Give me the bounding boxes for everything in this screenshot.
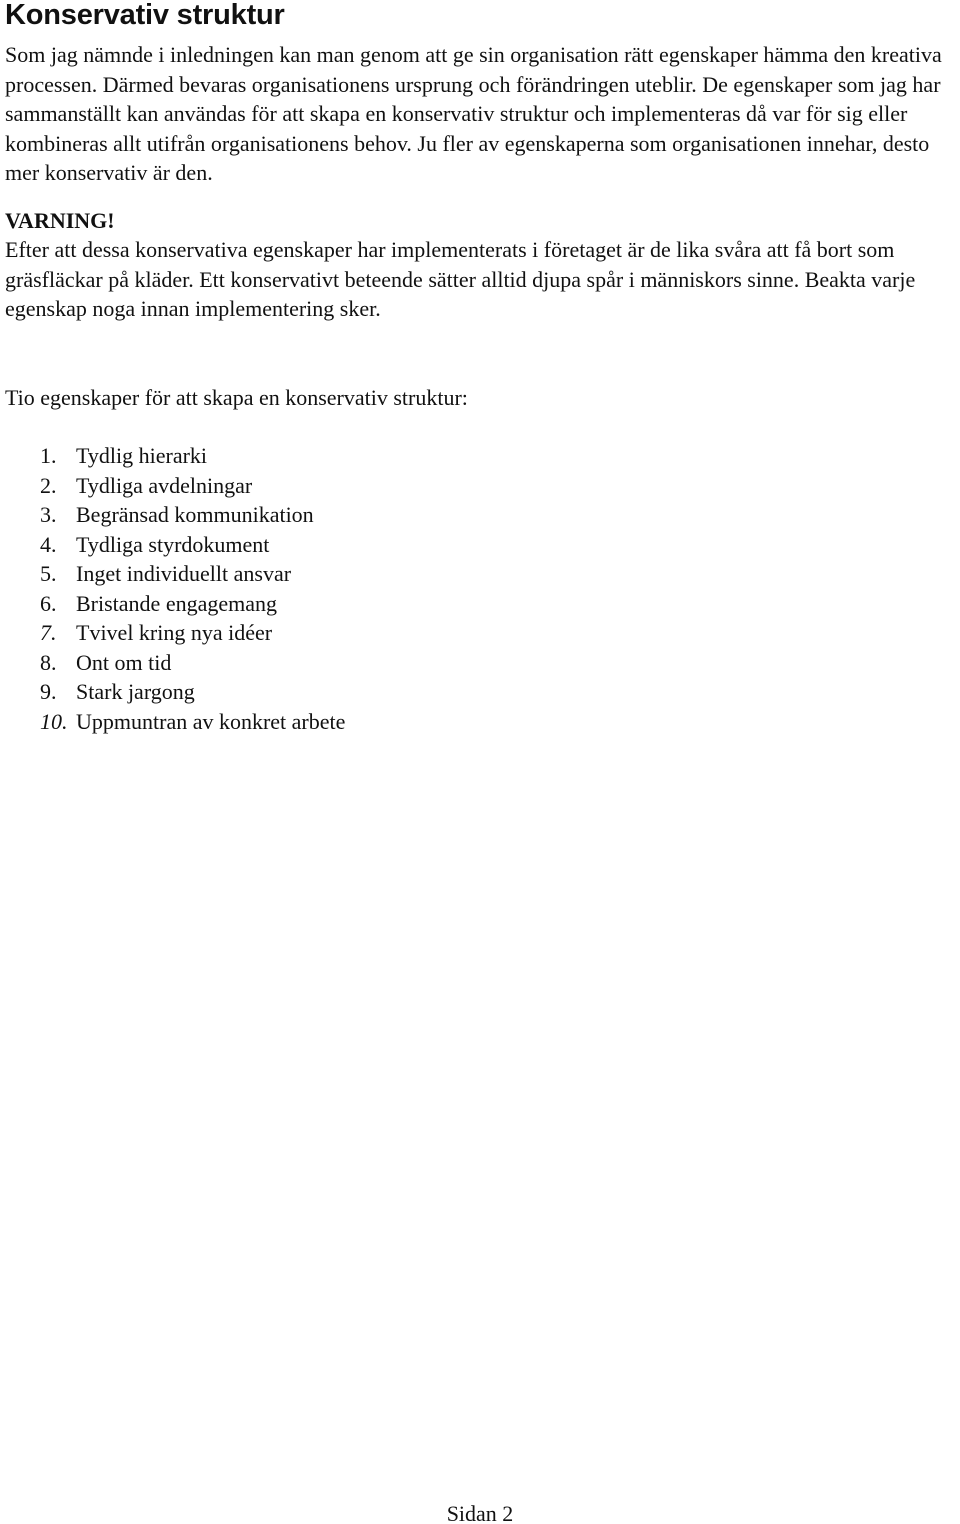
list-item-text: Tydliga styrdokument xyxy=(76,531,270,557)
list-item-number: 3. xyxy=(40,502,57,527)
list-item xyxy=(5,500,955,530)
list-item-number: 8. xyxy=(40,649,57,675)
list-item xyxy=(5,677,955,707)
list-item-text: Tvivel kring nya idéer xyxy=(76,620,273,645)
list-item-number: 6. xyxy=(40,590,57,616)
properties-list xyxy=(5,441,955,736)
list-item-number: 9. xyxy=(40,679,57,704)
list-intro: Tio egenskaper för att skapa en konservativ struktur: xyxy=(5,384,468,410)
list-item-number: 7. xyxy=(40,620,57,645)
list-item xyxy=(5,589,955,619)
list-item-text: Stark jargong xyxy=(76,679,195,704)
list-item xyxy=(5,707,955,737)
list-item xyxy=(5,471,955,501)
list-item-number: 2. xyxy=(40,472,57,498)
list-item-text: Tydliga avdelningar xyxy=(76,472,253,498)
list-item-text: Inget individuellt ansvar xyxy=(76,561,292,586)
list-item-number: 4. xyxy=(40,531,57,557)
page-footer: Sidan 2 xyxy=(446,1501,514,1524)
document-page xyxy=(5,0,955,736)
list-item-number: 5. xyxy=(40,561,57,586)
list-item xyxy=(5,618,955,648)
list-item-text: Ont om tid xyxy=(76,649,172,675)
list-item xyxy=(5,648,955,678)
warning-paragraph: Efter att dessa konservativa egenskaper har implementerats i företaget är de lika svåra att få bort som gräsfläckar på kläder. Ett konservativt beteende sätter alltid djupa spår i människors sinne. Beakta varje egenskap noga innan implementering sker. xyxy=(5,237,916,321)
page-title: Konservativ struktur xyxy=(5,0,285,31)
list-item-text: Uppmuntran av konkret arbete xyxy=(76,708,346,734)
list-item-text: Begränsad kommunikation xyxy=(76,502,314,527)
list-item-number: 10. xyxy=(40,708,68,734)
list-item-text: Bristande engagemang xyxy=(76,590,277,616)
list-item xyxy=(5,559,955,589)
warning-heading: VARNING! xyxy=(5,207,115,233)
intro-paragraph: Som jag nämnde i inledningen kan man genom att ge sin organisation rätt egenskaper hämma den kreativa processen. Därmed bevaras organisationens ursprung och förändringen uteblir. De egenskaper som jag har sammanställt kan användas för att skapa en konservativ struktur och implementeras då var för sig eller kombineras allt utifrån organisationens behov. Ju fler av egenskaperna som organisationen innehar, desto mer konservativ är den. xyxy=(5,42,942,185)
list-item xyxy=(5,530,955,560)
list-item-number: 1. xyxy=(40,443,57,468)
list-item xyxy=(5,441,955,471)
list-item-text: Tydlig hierarki xyxy=(76,443,208,468)
